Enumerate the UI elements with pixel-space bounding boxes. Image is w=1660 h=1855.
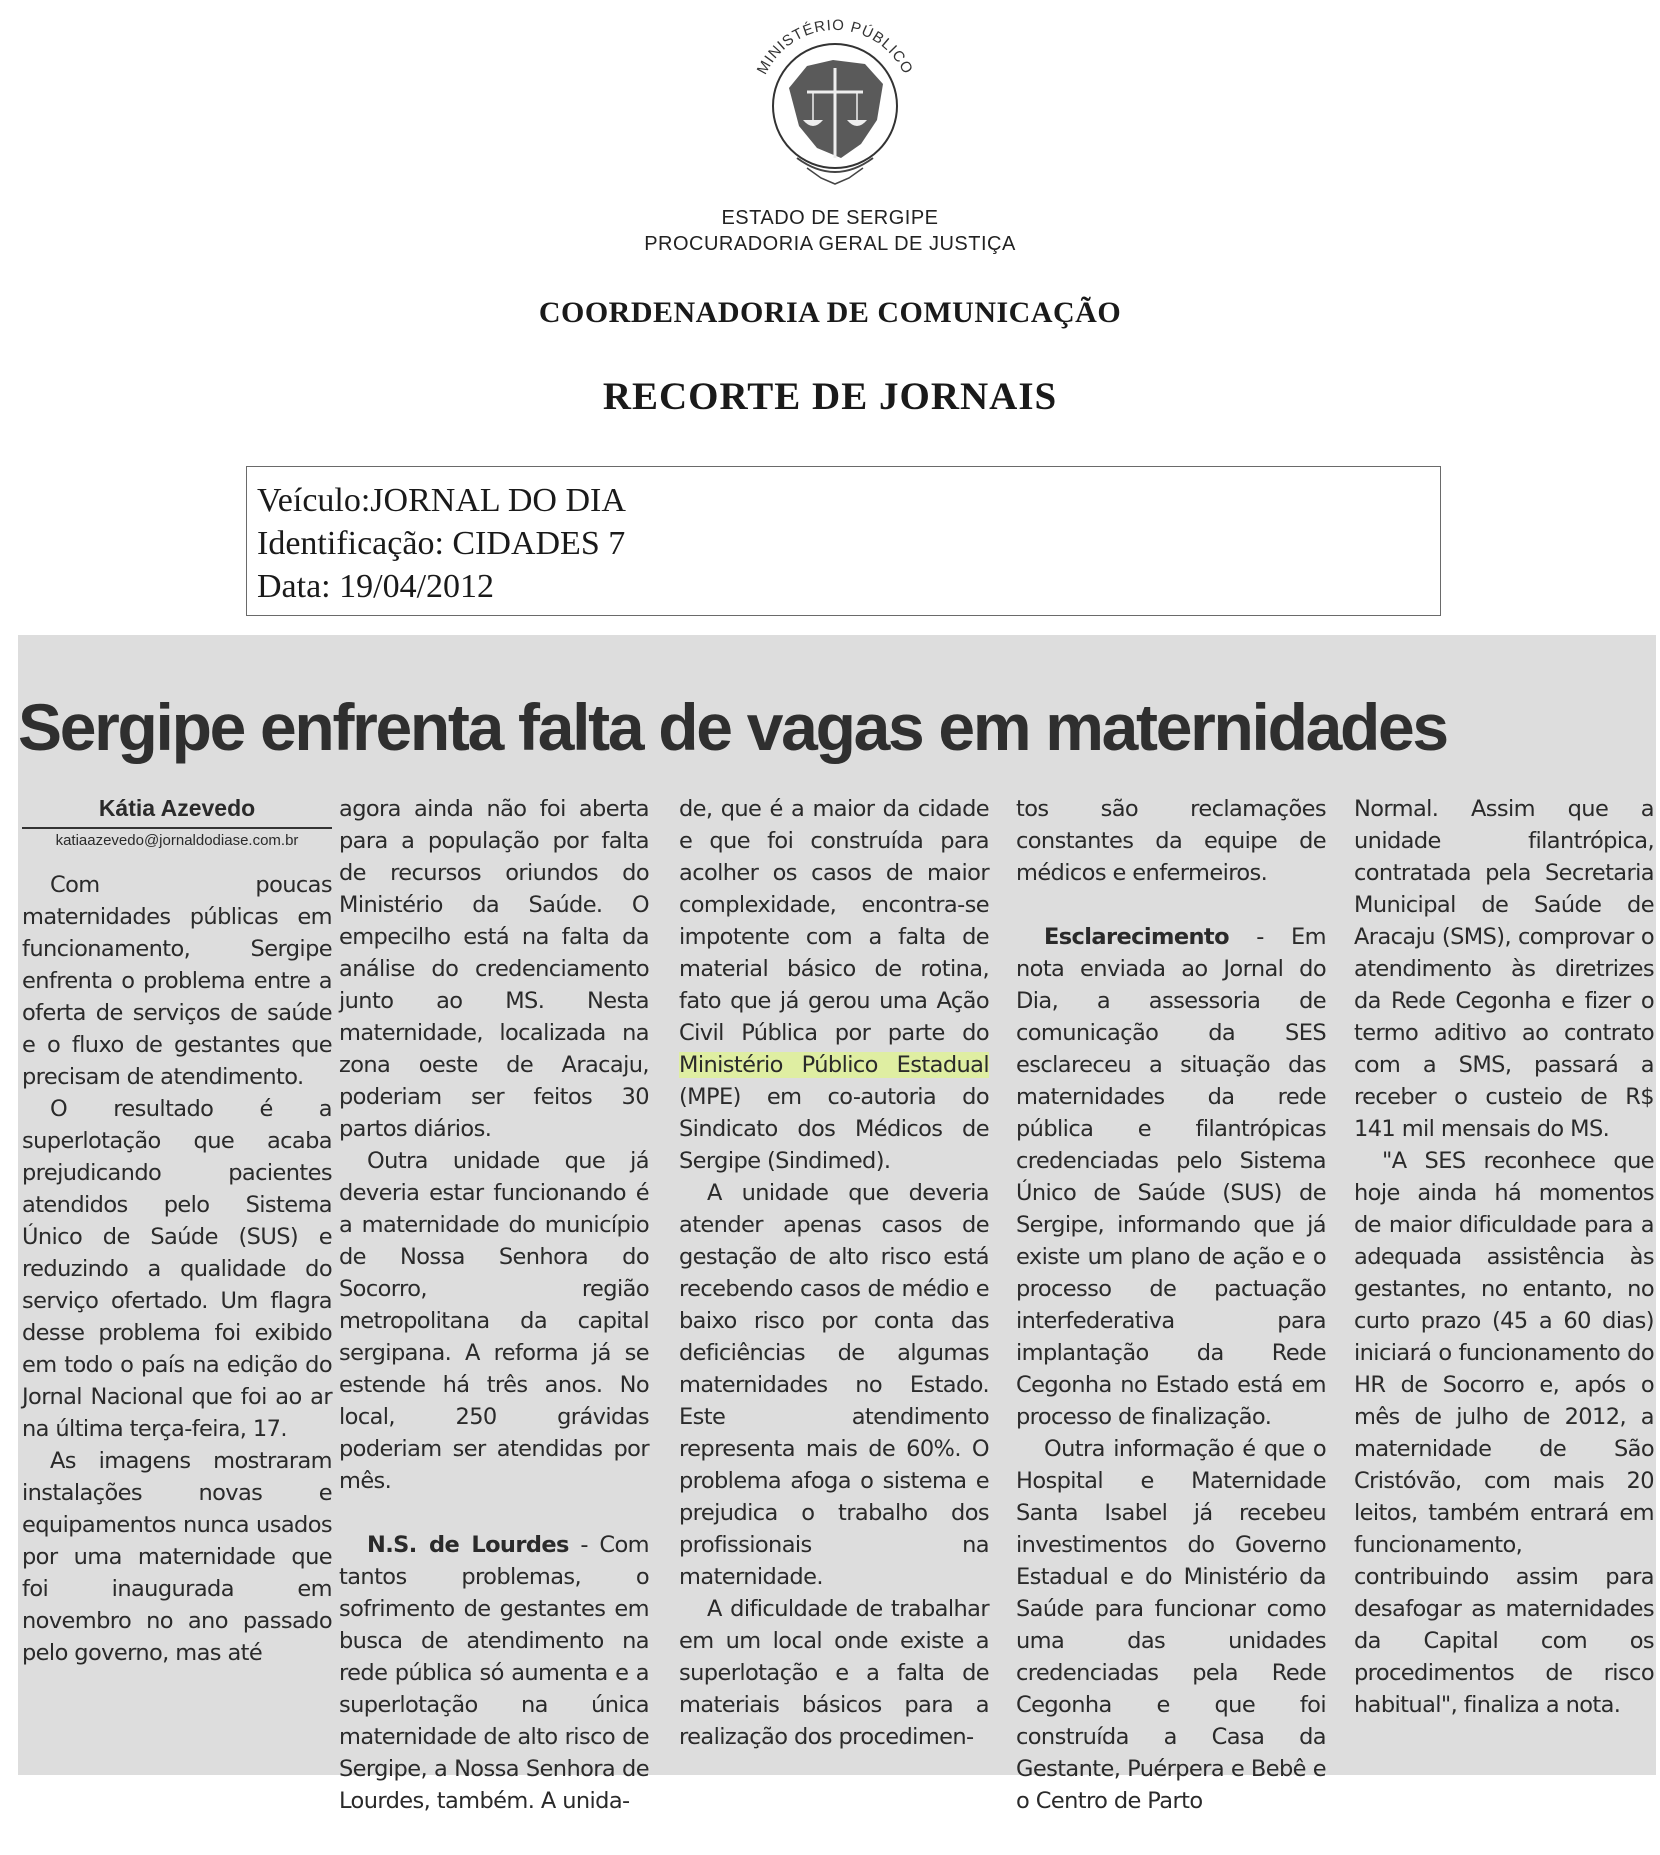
subheading-lourdes: N.S. de Lourdes (367, 1532, 569, 1558)
article-columns (18, 793, 1656, 1814)
date-line: Data: 19/04/2012 (257, 568, 495, 605)
department-title: COORDENADORIA DE COMUNICAÇÃO (538, 296, 1122, 329)
svg-text:MINISTÉRIO PÚBLICO: MINISTÉRIO PÚBLICO (753, 16, 917, 78)
paragraph: A dificuldade de trabalhar em um local onde existe a superlotação e a falta de materiais básicos para a realização dos procedimen- (679, 1596, 989, 1750)
ministerio-publico-seal (737, 8, 933, 194)
paragraph: Com poucas maternidades públicas em funcionamento, Sergipe enfrenta o problema entre a oferta de serviços de saúde e o fluxo de gestantes que precisam de atendimento. (22, 872, 332, 1090)
article-column-2 (339, 793, 649, 1817)
paragraph: Normal. Assim que a unidade filantrópica, contratada pela Secretaria Municipal de Saúde de Aracaju (SMS), comprovar o atendimento às diretrizes da Rede Cegonha e fizer o termo aditivo ao contrato com a SMS, passará a receber o custeio de R$ 141 mil mensais do MS. (1354, 796, 1654, 1142)
vehicle-line: Veículo:JORNAL DO DIA (257, 482, 626, 519)
paragraph: Outra unidade que já deveria estar funcionando é a maternidade do município de Nossa Senhora do Socorro, região metropolitana da capital sergipana. A reforma já se estende há três anos. No local, 250 grávidas poderiam ser atendidas por mês. (339, 1148, 649, 1494)
author-name: Kátia Azevedo (98, 795, 256, 821)
article-column-3 (679, 793, 989, 1753)
state-name: ESTADO DE SERGIPE (721, 207, 939, 229)
paragraph: N.S. de Lourdes - Com tantos problemas, o sofrimento de gestantes em busca de atendimento na rede pública só aumenta e a superlotação na única maternidade de alto risco de Sergipe, a Nossa Senhora de Lourdes, também. A unida- (339, 1532, 649, 1814)
clipping-info-box (246, 466, 1441, 616)
paragraph: A unidade que deveria atender apenas casos de gestação de alto risco está recebendo casos de médio e baixo risco por conta das deficiências de algumas maternidades no Estado. Este atendimento representa mais de 60%. O problema afoga o sistema e prejudica o trabalho dos profissionais na maternidade. (679, 1180, 989, 1590)
author-email: katiaazevedo@jornaldodiase.com.br (22, 827, 332, 853)
paragraph: tos são reclamações constantes da equipe de médicos e enfermeiros. (1016, 796, 1326, 886)
article-headline: Sergipe enfrenta falta de vagas em maternidades (18, 690, 1447, 764)
section-title: RECORTE DE JORNAIS (602, 375, 1058, 418)
article-column-4 (1016, 793, 1326, 1817)
paragraph: "A SES reconhece que hoje ainda há momentos de maior dificuldade para a adequada assistência às gestantes, no entanto, no curto prazo (45 a 60 dias) iniciará o funcionamento do HR de Socorro e, após o mês de julho de 2012, a maternidade de São Cristóvão, com mais 20 leitos, também entrará em funcionamento, contribuindo assim para desafogar as maternidades da Capital com os procedimentos de risco habitual", finaliza a nota. (1354, 1148, 1654, 1718)
article-column-1 (22, 793, 332, 1669)
article-column-5 (1354, 793, 1654, 1721)
subheading-esclarecimento: Esclarecimento (1044, 924, 1229, 950)
paragraph: agora ainda não foi aberta para a população por falta de recursos oriundos do Ministério da Saúde. O empecilho está na falta da análise do credenciamento junto ao MS. Nesta maternidade, localizada na zona oeste de Aracaju, poderiam ser feitos 30 partos diários. (339, 796, 649, 1142)
newspaper-clipping (18, 635, 1656, 1814)
identification-line: Identificação: CIDADES 7 (257, 525, 626, 562)
office-name: PROCURADORIA GERAL DE JUSTIÇA (644, 233, 1016, 255)
paragraph: Esclarecimento - Em nota enviada ao Jornal do Dia, a assessoria de comunicação da SES esclareceu a situação das maternidades da rede pública e filantrópicas credenciadas pelo Sistema Único de Saúde (SUS) de Sergipe, informando que já existe um plano de ação e o processo de pactuação interfederativa para implantação da Rede Cegonha no Estado está em processo de finalização. (1016, 924, 1326, 1430)
paragraph: de, que é a maior da cidade e que foi construída para acolher os casos de maior complexidade, encontra-se impotente com a falta de material básico de rotina, fato que já gerou uma Ação Civil Pública por parte do Ministério Público Estadual (MPE) em co-autoria do Sindicato dos Médicos de Sergipe (Sindimed). (679, 796, 989, 1174)
paragraph: As imagens mostraram instalações novas e equipamentos nunca usados por uma maternidade que foi inaugurada em novembro no ano passado pelo governo, mas até (22, 1448, 332, 1666)
paragraph: Outra informação é que o Hospital e Maternidade Santa Isabel já recebeu investimentos do Governo Estadual e do Ministério da Saúde para funcionar como uma das unidades credenciadas pela Rede Cegonha e que foi construída a Casa da Gestante, Puérpera e Bebê e o Centro de Parto (1016, 1436, 1326, 1814)
highlighted-mention: Ministério Público Estadual (679, 1052, 989, 1078)
paragraph: O resultado é a superlotação que acaba prejudicando pacientes atendidos pelo Sistema Único de Saúde (SUS) e reduzindo a qualidade do serviço ofertado. Um flagra desse problema foi exibido em todo o país na edição do Jornal Nacional que foi ao ar na última terça-feira, 17. (22, 1096, 332, 1442)
